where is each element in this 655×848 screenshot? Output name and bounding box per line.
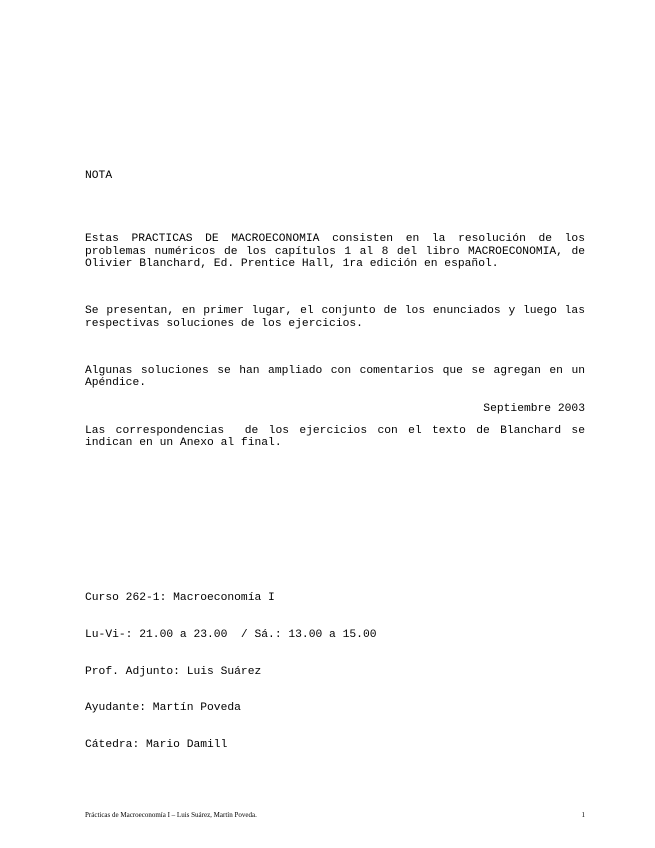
- paragraph-annex: Las correspondencias de los ejercicios con el texto de Blanchard se indican en un Anexo al final.: [85, 425, 592, 450]
- page-number: 1: [581, 811, 585, 819]
- paragraph-structure: Se presentan, en primer lugar, el conjunto de los enunciados y luego las respectivas soluciones de los ejercicios.: [85, 305, 592, 330]
- paragraph-appendix: Algunas soluciones se han ampliado con comentarios que se agregan en un Apéndice.: [85, 365, 592, 390]
- course-professor: Prof. Adjunto: Luis Suárez: [85, 665, 262, 678]
- course-title: Curso 262-1: Macroeconomía I: [85, 592, 275, 605]
- course-schedule: Lu-Vi-: 21.00 a 23.00 / Sá.: 13.00 a 15.00: [85, 629, 377, 642]
- course-info: [85, 568, 585, 775]
- footer-text: Prácticas de Macroeconomía I – Luis Suárez, Martín Poveda.: [85, 811, 257, 819]
- course-assistant: Ayudante: Martín Poveda: [85, 702, 241, 715]
- note-heading: NOTA: [85, 170, 113, 182]
- course-chair: Cátedra: Mario Damill: [85, 738, 228, 751]
- document-date: Septiembre 2003: [483, 403, 585, 415]
- paragraph-intro: Estas PRACTICAS DE MACROECONOMIA consisten en la resolución de los problemas numéricos de los capítulos 1 al 8 del libro MACROECONOMIA, de Olivier Blanchard, Ed. Prentice Hall, 1ra edición en español.: [85, 233, 592, 270]
- note-body: [85, 209, 592, 485]
